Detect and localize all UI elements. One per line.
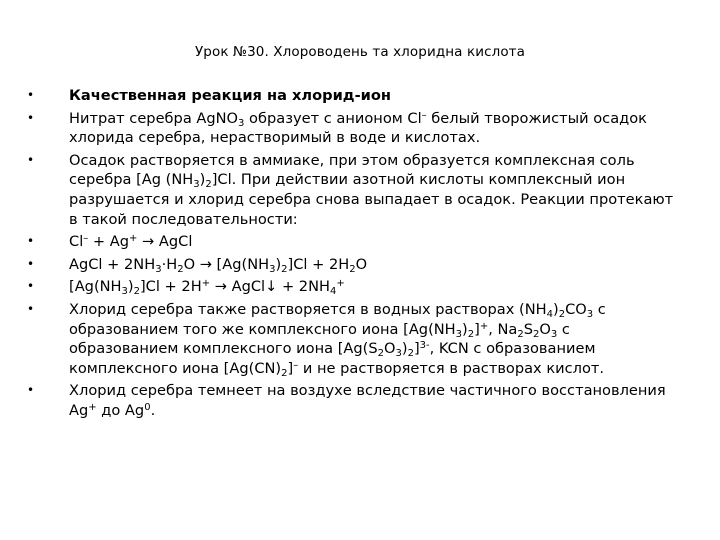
subscript: 2 (517, 328, 524, 340)
subscript: 2 (349, 263, 356, 275)
text-run: ) (199, 171, 206, 189)
text-run: ]Cl + 2H (139, 278, 202, 296)
bullet-item (27, 232, 677, 252)
subscript: 3 (121, 286, 128, 298)
subscript: 2 (281, 263, 288, 275)
text-run: и не растворяется в растворах кислот. (298, 359, 605, 377)
bullet-item (27, 86, 677, 106)
bullet-icon: • (27, 110, 35, 125)
subscript: 2 (407, 348, 414, 360)
text-run: ) (462, 320, 468, 338)
subscript: 2 (205, 179, 212, 191)
bullet-text (69, 301, 606, 377)
text-run: + Ag (88, 233, 130, 251)
superscript: – (421, 109, 427, 121)
bullet-item (27, 109, 677, 148)
subscript: 3 (395, 348, 402, 360)
text-run: , KCN с образованием комплексного иона [Ag(CN) (69, 340, 596, 377)
subscript: 3 (193, 179, 200, 191)
superscript: + (129, 233, 138, 245)
superscript: 0 (144, 401, 151, 413)
text-run: [Ag(NH (69, 278, 122, 296)
text-run: O (355, 255, 368, 273)
text-run: Осадок растворяется в аммиаке, при этом образуется комплексная соль серебра [Ag (NH (69, 151, 635, 189)
text-run: с образованием комплексного иона [Ag(S (69, 320, 570, 358)
bullet-item (27, 381, 677, 420)
bullet-item (27, 151, 677, 229)
text-run: белый творожистый осадок хлорида серебра, нерастворимый в воде и кислотах. (69, 109, 647, 147)
bullet-item (27, 255, 677, 275)
text-run: ) (552, 300, 559, 318)
text-run: O (539, 320, 551, 338)
text-run: Хлорид серебра темнеет на воздухе вследствие частичного восстановления Ag (69, 382, 666, 419)
text-run: AgCl + 2NH (69, 255, 156, 273)
bullet-icon: • (27, 152, 35, 167)
slide-title: Урок №30. Хлороводень та хлоридна кислота (194, 44, 526, 60)
text-run: O → [Ag(NH (183, 255, 270, 273)
text-run: . (150, 401, 156, 419)
bullet-text (69, 87, 391, 104)
subscript: 2 (281, 367, 288, 379)
bullet-text (69, 382, 666, 419)
text-run: O (383, 340, 396, 358)
subscript: 3 (455, 328, 463, 340)
bullet-icon: • (27, 234, 35, 249)
subscript: 3 (269, 263, 276, 275)
text-run: до Ag (96, 401, 145, 419)
subscript: 2 (467, 328, 475, 340)
subscript: 4 (330, 286, 337, 298)
text-run: ) (127, 278, 134, 296)
bullet-text (69, 256, 367, 273)
subscript: 2 (177, 263, 184, 275)
bullet-text (69, 233, 192, 250)
subscript: 2 (532, 328, 540, 340)
superscript: – (83, 233, 89, 245)
text-run: ) (275, 255, 282, 273)
bullet-item (27, 277, 677, 297)
subscript: 2 (133, 286, 140, 298)
bullet-text (69, 110, 647, 147)
subscript: 2 (558, 308, 566, 320)
text-run: образует с анионом Cl (244, 109, 422, 127)
bullet-icon: • (27, 256, 35, 271)
text-run: S (523, 320, 533, 338)
superscript: + (88, 401, 97, 413)
text-run: Cl (69, 233, 84, 251)
text-run: CO (565, 300, 587, 318)
subscript: 3 (155, 263, 162, 275)
text-run: ]Cl. При действии азотной кислоты комплексный ион разрушается и хлорид серебра снова выпадает в осадок. Реакции протекают в такой последовательности: (69, 171, 674, 228)
bullet-text (69, 278, 345, 298)
text-run: Хлорид серебра также растворяется в водных растворах (NH (69, 300, 547, 318)
bullet-icon: • (27, 279, 35, 294)
superscript: + (336, 278, 345, 290)
text-run: ] (474, 320, 480, 338)
subscript: 3 (238, 117, 245, 129)
subscript: 3 (586, 308, 594, 320)
text-run: , Na (488, 320, 518, 338)
superscript: + (479, 320, 489, 332)
superscript: + (201, 278, 211, 290)
superscript: 3- (419, 340, 430, 352)
bullet-icon: • (27, 301, 35, 316)
text-run: ]Cl + 2H (287, 255, 350, 273)
bullet-icon: • (27, 383, 35, 398)
text-run: Нитрат серебра AgNO (69, 109, 239, 127)
superscript: – (293, 359, 299, 371)
bullet-icon: • (27, 88, 35, 102)
text-run: с образованием того же комплексного иона [Ag(NH (69, 300, 606, 338)
bullet-list (27, 86, 677, 424)
text-run: ] (413, 340, 420, 358)
bullet-text (69, 152, 673, 228)
text-run: → AgCl↓ + 2NH (210, 278, 330, 296)
subscript: 4 (546, 308, 553, 320)
text-run: Качественная реакция на хлорид-ион (69, 87, 391, 104)
text-run: → AgCl (137, 233, 193, 251)
bullet-item (27, 300, 677, 378)
text-run: ) (401, 340, 408, 358)
subscript: 2 (377, 348, 384, 360)
text-run: ·H (161, 255, 178, 273)
subscript: 3 (550, 328, 558, 340)
text-run: ] (287, 359, 294, 377)
